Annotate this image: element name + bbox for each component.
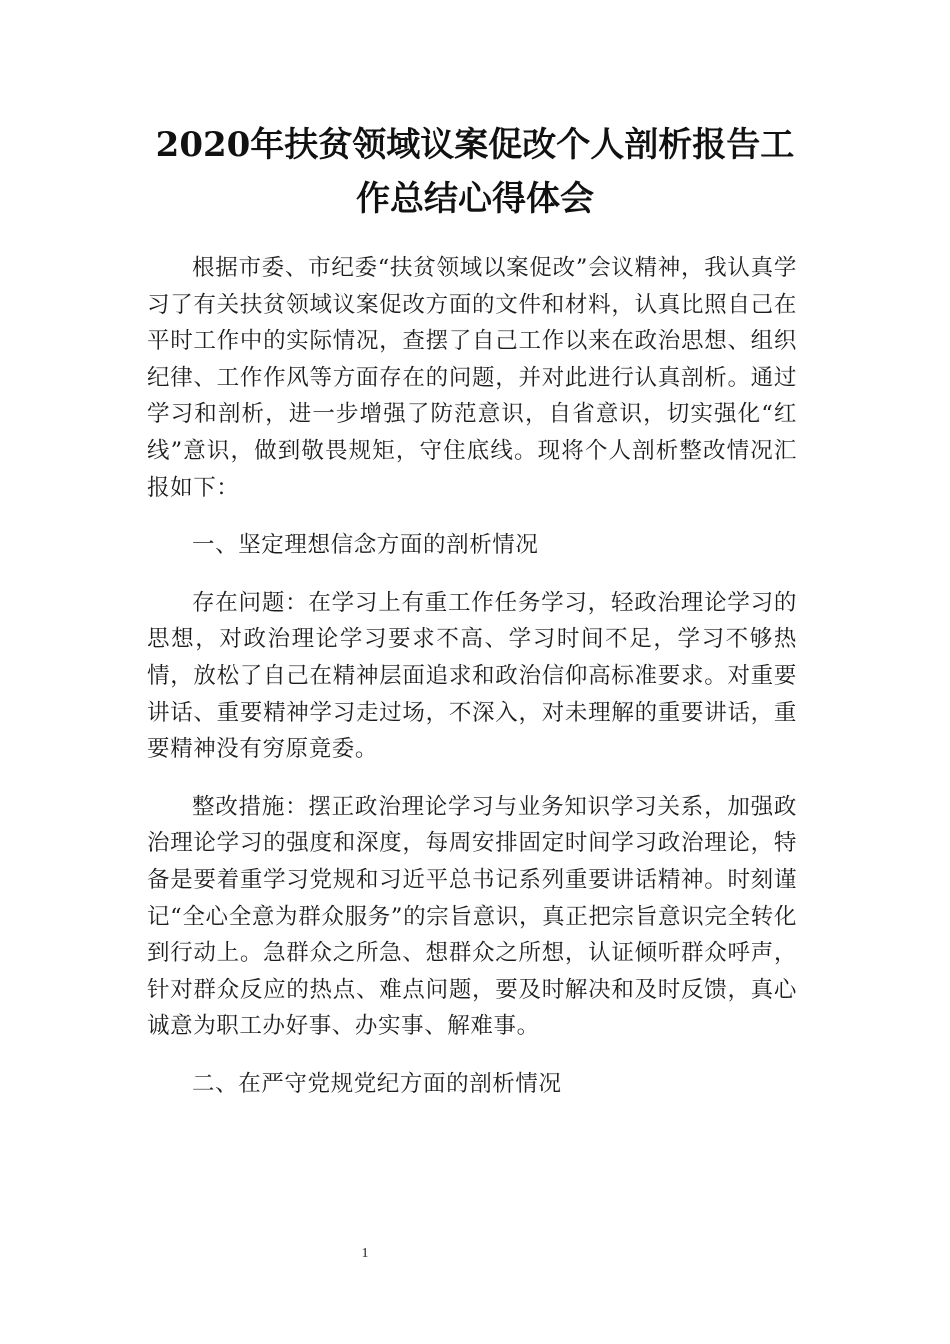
section-heading-1: 一、坚定理想信念方面的剖析情况 [192,532,539,559]
document-title: 2020年扶贫领域议案促改个人剖析报告工作总结心得体会 [155,125,795,219]
paragraph-measures: 整改措施：摆正政治理论学习与业务知识学习关系，加强政治理论学习的强度和深度，每周安排固定时间学习政治理论，特备是要着重学习党规和习近平总书记系列重要讲话精神。时刻谨记“全心全意为群众服务”的宗旨意识，真正把宗旨意识完全转化到行动上。急群众之所急、想群众之所想，认证倾听群众呼声，针对群众反应的热点、难点问题，要及时解决和及时反馈，真心诚意为职工办好事、办实事、解难事。 [147,793,797,1040]
paragraph-intro: 根据市委、市纪委“扶贫领域以案促改”会议精神，我认真学习了有关扶贫领域议案促改方面的文件和材料，认真比照自己在平时工作中的实际情况，查摆了自己工作以来在政治思想、组织纪律、工作作风等方面存在的问题，并对此进行认真剖析。通过学习和剖析，进一步增强了防范意识，自省意识，切实强化“红线”意识，做到敬畏规矩，守住底线。现将个人剖析整改情况汇报如下： [147,255,797,501]
document-body [147,250,797,1123]
section-heading-2: 二、在严守党规党纪方面的剖析情况 [192,1070,562,1097]
page-number: 1 [361,1246,369,1261]
paragraph-problems: 存在问题：在学习上有重工作任务学习，轻政治理论学习的思想，对政治理论学习要求不高、学习时间不足，学习不够热情，放松了自己在精神层面追求和政治信仰高标准要求。对重要讲话、重要精神学习走过场，不深入，对未理解的重要讲话，重要精神没有穷原竟委。 [147,589,797,763]
